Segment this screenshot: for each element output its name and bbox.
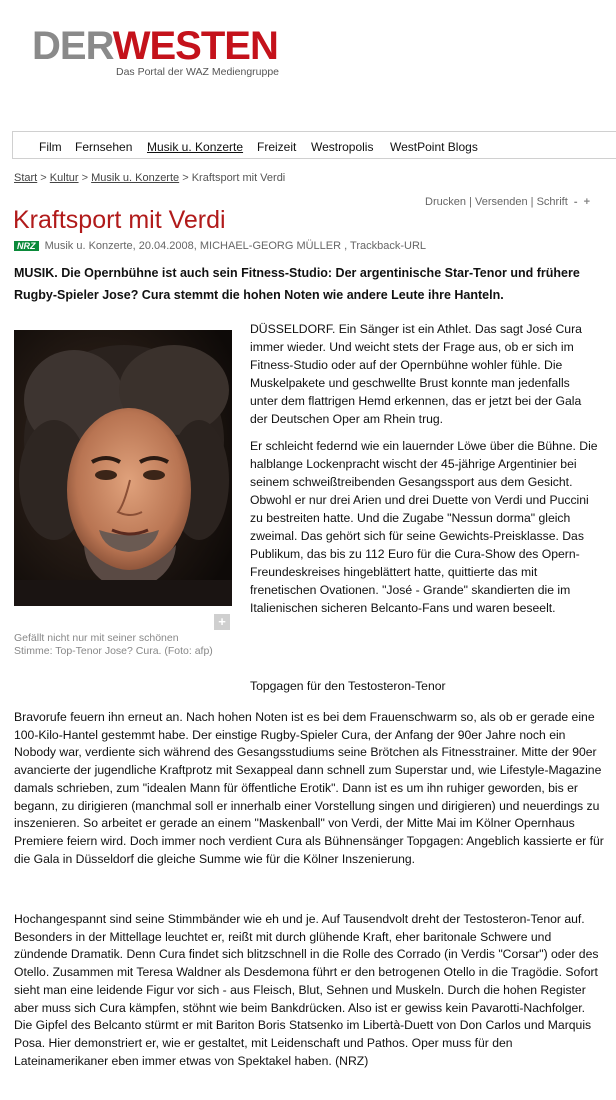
article-body-top (250, 320, 600, 626)
paragraph-2: Er schleicht federnd wie ein lauernder Löwe über die Bühne. Die halblange Lockenpracht wischt der 45-jährige Argentinier bei seinem schweißtreibenden Gesangssport aus dem Gesicht. Obwohl er nur drei Arien und drei Duette von Verdi und Puccini zu bestreiten hatte. Und die Zugabe "Nessun dorma" gleich zweimal. Das gehört sich für seine Gewichts-Preisklasse. Das Publikum, das bis zu 112 Euro für die Cura-Show des Opern-Freundeskreises hingeblättert hatte, quittierte das mit frenetischen Ovationen. "José - Grande" skandierten die im Italienischen sicheren Belcanto-Fans und waren beseelt. (250, 439, 598, 615)
font-smaller-button[interactable]: - (573, 196, 578, 208)
main-nav (12, 131, 616, 159)
image-caption: Gefällt nicht nur mit seiner schönen Stimme: Top-Tenor Jose? Cura. (Foto: afp) (14, 632, 213, 657)
send-link[interactable]: Versenden (474, 196, 528, 208)
article-lead: MUSIK. Die Opernbühne ist auch sein Fitness-Studio: Der argentinische Star-Tenor und frühere Rugby-Spieler Jose? Cura stemmt die hohen Noten wie andere Leute ihre Hanteln. (14, 266, 580, 302)
article-photo[interactable] (14, 330, 232, 606)
nrz-badge: NRZ (14, 241, 39, 251)
breadcrumb-kultur[interactable]: Kultur (49, 172, 79, 184)
site-logo[interactable] (32, 24, 279, 78)
font-label: Schrift (536, 196, 568, 208)
breadcrumb (14, 172, 285, 184)
zoom-icon[interactable]: + (214, 614, 230, 630)
print-link[interactable]: Drucken (425, 196, 466, 208)
article-meta (14, 240, 426, 252)
breadcrumb-separator: > (182, 172, 189, 184)
paragraph-1: DÜSSELDORF. Ein Sänger ist ein Athlet. Das sagt José Cura immer wieder. Und weicht stets der Frage aus, ob er sich im Fitness-Studio oder auf der Opernbühne wohler fühle. Die Muskelpakete und geschwellte Brust konnte man jedenfalls unter dem flattrigen Hemd erkennen, das er jetzt bei der Gala der Deutschen Oper am Rhein trug. (250, 322, 582, 426)
logo-der: DER (32, 24, 113, 68)
paragraph-3: Bravorufe feuern ihn erneut an. Nach hohen Noten ist es bei dem Frauenschwarm so, als ob er gerade eine 100-Kilo-Hantel gestemmt habe. Der einstige Rugby-Spieler Cura, der Anfang der 90er Jahre noch ein Nobody war, verdiente sich während des Gesangsstudiums seine Brötchen als Fitnesstrainer. Mitte der 90er avancierte der jugendliche Kraftprotz mit Sexappeal dann schnell zum Superstar und, wie Lifestyle-Magazine damals schrieben, zum "idealen Mann für öffentliche Erotik". Dann ist es um ihn ruhiger geworden, bis er begann, zu dirigieren (manchmal soll er innerhalb einer Vorstellung singen und dirigieren) und neuerdings zu inszenieren. So arbeitet er gerade an einem "Maskenball" von Verdi, der Mitte Mai im Kölner Opernhaus Premiere feiern wird. Doch immer noch verdient Cura als Bühnensänger Topgagen: Angeblich kassierte er für die Gala in Düsseldorf die gleiche Summe wie für die Kölner Inszenierung. (14, 710, 604, 866)
breadcrumb-current: Kraftsport mit Verdi (191, 172, 286, 184)
font-larger-button[interactable]: + (583, 196, 590, 208)
breadcrumb-start[interactable]: Start (14, 172, 38, 184)
article-title: Kraftsport mit Verdi (13, 206, 226, 234)
nav-item-musik[interactable]: Musik u. Konzerte (147, 140, 244, 154)
portrait-illustration (14, 330, 232, 606)
breadcrumb-separator: > (81, 172, 89, 184)
article-tools: Drucken | Versenden | Schrift - + (425, 196, 590, 208)
nav-item-westpoint-blogs[interactable]: WestPoint Blogs (390, 140, 478, 154)
meta-text: Musik u. Konzerte, 20.04.2008, MICHAEL-GEORG MÜLLER , Trackback-URL (44, 240, 427, 252)
article-subheading: Topgagen für den Testosteron-Tenor (250, 679, 446, 693)
paragraph-4: Hochangespannt sind seine Stimmbänder wie eh und je. Auf Tausendvolt dreht der Testosteron-Tenor auf. Besonders in der Mittellage leuchtet er, reißt mit durch glühende Kraft, eher baritonale Schwere und zündende Dramatik. Denn Cura findet sich blitzschnell in die Rolle des Corrado (in Verdis "Corsar") oder des Otello. Zusammen mit Teresa Waldner als Desdemona führt er den betrogenen Otello in die Tragödie. Sofort sieht man eine leidende Figur vor sich - aus Fleisch, Blut, Sehnen und Muskeln. Durch die hohen Register aber muss sich Cura kämpfen, stöhnt wie beim Bankdrücken. Also ist er gewiss kein Pavarotti-Nachfolger. Die Gipfel des Belcanto stürmt er mit Bariton Boris Statsenko im Libertà-Duett von Don Carlos und Marquis Posa. Hier demonstriert er, wie er gestaltet, mit Leidenschaft und Pathos. Oper muss für den Lateinamerikaner eben immer etwas von Spektakel haben. (NRZ) (14, 912, 599, 1068)
breadcrumb-separator: > (40, 172, 47, 184)
nav-item-freizeit[interactable]: Freizeit (257, 140, 297, 154)
nav-item-film[interactable]: Film (39, 140, 62, 154)
logo-tagline: Das Portal der WAZ Mediengruppe (116, 66, 280, 78)
nav-item-fernsehen[interactable]: Fernsehen (75, 140, 133, 154)
breadcrumb-musik[interactable]: Musik u. Konzerte (91, 172, 180, 184)
nav-item-westropolis[interactable]: Westropolis (311, 140, 374, 154)
logo-westen: WESTEN (112, 24, 278, 68)
